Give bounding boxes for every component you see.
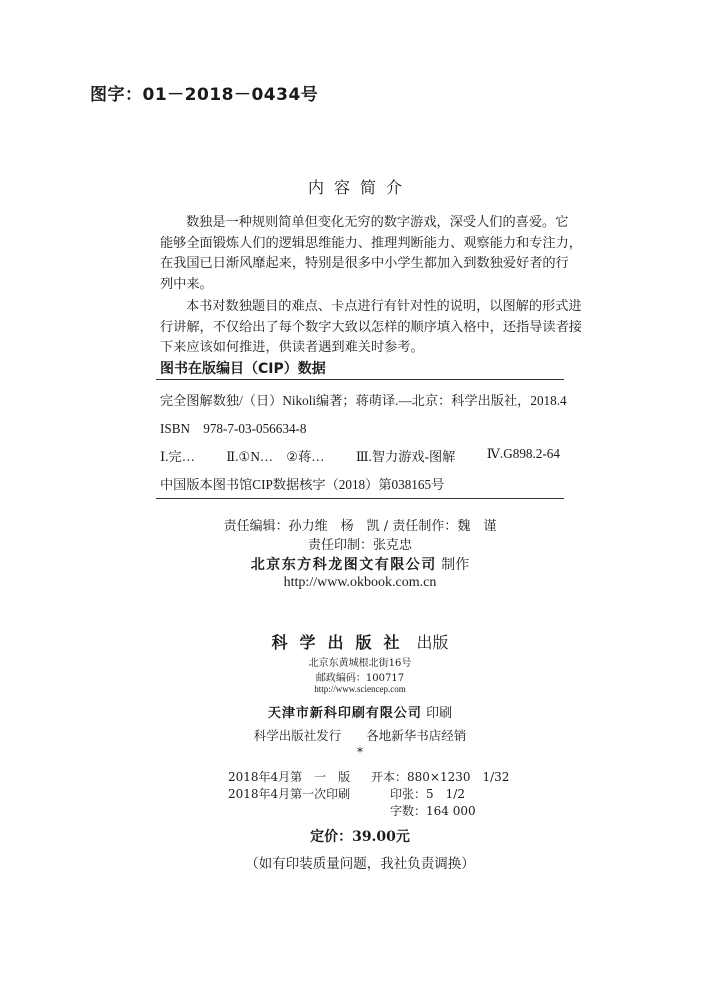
producer-credit [0, 554, 720, 574]
cip-bottom-rule [156, 498, 564, 499]
format-spec: 开本：880×1230 1/32 [371, 770, 510, 784]
printing-line: 2018年4月第一次印刷 [228, 787, 351, 801]
paragraph-line: 行讲解，不仅给出了每个数字大致以怎样的顺序填入格中，还指导读者接 [160, 319, 582, 335]
print-supervisor-credit: 责任印制：张克忠 [307, 538, 412, 553]
producer-suffix: 制作 [441, 557, 470, 573]
classification-item: Ⅲ.智力游戏-图解 [355, 449, 456, 464]
cip-record-number: 中国版本图书馆CIP数据核字（2018）第038165号 [160, 477, 445, 492]
printer-name: 天津市新科印刷有限公司 [267, 706, 422, 721]
paragraph-line: 本书对数独题目的难点、卡点进行有针对性的说明，以图解的形式进 [186, 299, 582, 314]
edition-line: 2018年4月第 一 版 [228, 770, 351, 784]
cip-classification-line [160, 446, 560, 465]
words-spec: 字数：164 000 [390, 804, 476, 818]
cip-isbn-line: ISBN 978-7-03-056634-8 [160, 421, 307, 436]
publisher-address: 北京东黄城根北街16号 [308, 658, 412, 669]
paragraph-line: 列中来。 [160, 276, 213, 292]
cip-top-rule [156, 379, 564, 380]
price: 定价：39.00元 [310, 829, 410, 845]
paragraph-line: 下来应该如何推进，供读者遇到难关时参考。 [160, 340, 424, 355]
printer-line [0, 702, 720, 721]
publisher-line [0, 630, 720, 653]
paragraph-line: 数独是一种规则简单但变化无穷的数字游戏，深受人们的喜爱。它 [186, 215, 569, 230]
classification-item: Ⅳ.G898.2-64 [486, 446, 560, 461]
editors-credit: 责任编辑：孙力维 杨 凯 / 责任制作：魏 谨 [223, 519, 497, 534]
publisher-name: 科学出版社 [271, 633, 412, 652]
cip-title-line: 完全图解数独/（日）Nikoli编著；蒋萌译.—北京：科学出版社，2018.4 [160, 393, 567, 408]
summary-paragraph-2 [160, 297, 582, 359]
summary-paragraph-1 [160, 213, 582, 295]
distribution-line: 科学出版社发行 各地新华书店经销 [253, 728, 467, 743]
publisher-suffix: 出版 [416, 633, 449, 652]
summary-heading: 内容简介 [307, 178, 412, 197]
paragraph-line: 能够全面锻炼人们的逻辑思维能力、推理判断能力、观察能力和专注力， [160, 235, 582, 251]
sheets-spec: 印张：5 1/2 [390, 787, 465, 801]
star-separator: * [357, 745, 363, 759]
replacement-note: （如有印装质量问题，我社负责调换） [245, 856, 475, 872]
classification-item: Ⅰ.完… [160, 449, 195, 464]
paragraph-line: 在我国已日渐风靡起来，特别是很多中小学生都加入到数独爱好者的行 [160, 256, 569, 271]
cip-heading: 图书在版编目（CIP）数据 [160, 361, 326, 377]
printer-suffix: 印刷 [426, 706, 453, 721]
producer-name: 北京东方科龙图文有限公司 [250, 557, 437, 573]
classification-item: Ⅱ.①N… ②蒋… [226, 449, 325, 464]
copyright-registration: 图字：01－2018－0434号 [90, 85, 319, 105]
publisher-postcode: 邮政编码：100717 [315, 673, 405, 684]
producer-url: http://www.okbook.com.cn [283, 575, 437, 590]
publisher-url: http://www.sciencep.com [314, 684, 406, 694]
